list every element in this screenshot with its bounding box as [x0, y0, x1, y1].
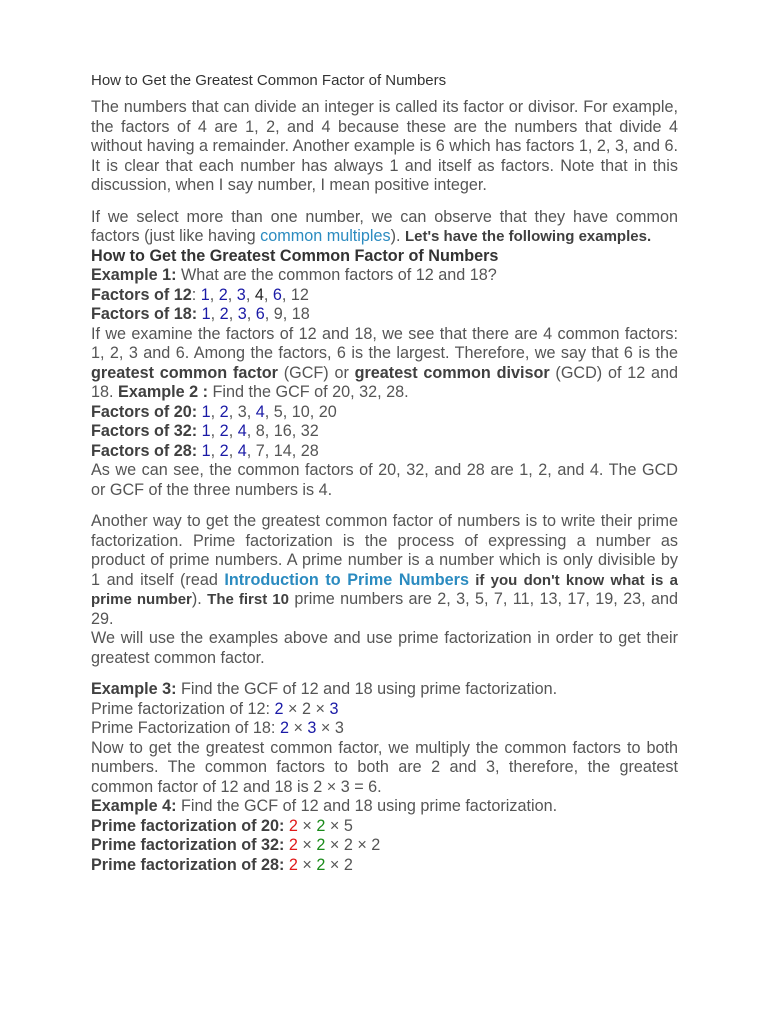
prime-factorization-20: Prime factorization of 20: 2 × 2 × 5: [91, 816, 353, 835]
factors-of-18: Factors of 18: 1, 2, 3, 6, 9, 18: [91, 305, 310, 323]
gcf-explanation-paragraph: If we examine the factors of 12 and 18, we see that there are 4 common factors: 1, 2, 3 and 6. Among the factors, 6 is the largest. Therefore, we say that 6 is the greatest common factor (GCF) or greatest common divisor (GCD) of 12 and 18. Example 2 : Find the GCF of 20, 32, 28.: [91, 324, 678, 401]
document-title: How to Get the Greatest Common Factor of Numbers: [91, 72, 447, 89]
article: [91, 71, 678, 875]
common-factors-conclusion: As we can see, the common factors of 20, 32, and 28 are 1, 2, and 4. The GCD or GCF of the three numbers is 4.: [91, 461, 678, 499]
factors-of-28: Factors of 28: 1, 2, 4, 7, 14, 28: [91, 441, 319, 460]
factors-of-20: Factors of 20: 1, 2, 3, 4, 5, 10, 20: [91, 402, 337, 421]
example-2-label: Example 2 :: [118, 383, 208, 401]
section-heading: How to Get the Greatest Common Factor of Numbers: [91, 246, 499, 265]
intro-prime-numbers-link[interactable]: Introduction to Prime Numbers: [224, 570, 469, 589]
example-4: Example 4: Find the GCF of 12 and 18 using prime factorization.: [91, 797, 558, 815]
prime-factorization-12: Prime factorization of 12: 2 × 2 × 3: [91, 699, 339, 718]
prime-factorization-18: Prime Factorization of 18: 2 × 3 × 3: [91, 719, 344, 737]
common-multiples-link[interactable]: common multiples: [260, 227, 391, 245]
prime-factorization-28: Prime factorization of 28: 2 × 2 × 2: [91, 855, 353, 874]
gcf-product-paragraph: Now to get the greatest common factor, we multiply the common factors to both numbers. The common factors to both are 2 and 3, therefore, the greatest common factor of 12 and 18 is 2 × 3 = 6.: [91, 738, 678, 796]
prime-factorization-paragraph: Another way to get the greatest common factor of numbers is to write their prime factorization. Prime factorization is the process of expressing a number as product of prime numbers. A prime number is a number which is only divisible by 1 and itself (read Introduction to Prime Numbers if you don't know what is a prime number). The first 10 prime numbers are 2, 3, 5, 7, 11, 13, 17, 19, 23, and 29.: [91, 512, 678, 628]
prime-factorization-32: Prime factorization of 32: 2 × 2 × 2 × 2: [91, 836, 381, 854]
method-paragraph: We will use the examples above and use prime factorization in order to get their greatest common factor.: [91, 629, 678, 667]
examples-intro-paragraph: If we select more than one number, we can observe that they have common factors (just like having common multiples). Let's have the following examples.: [91, 207, 678, 245]
factors-of-32: Factors of 32: 1, 2, 4, 8, 16, 32: [91, 422, 319, 440]
factors-of-12: Factors of 12: 1, 2, 3, 4, 6, 12: [91, 285, 309, 304]
example-1: Example 1: What are the common factors of 12 and 18?: [91, 266, 497, 284]
example-3: Example 3: Find the GCF of 12 and 18 using prime factorization.: [91, 680, 558, 698]
intro-paragraph: The numbers that can divide an integer is called its factor or divisor. For example, the factors of 4 are 1, 2, and 4 because these are the numbers that divide 4 without having a remainder. Another example is 6 which has factors 1, 2, 3, and 6. It is clear that each number has always 1 and itself as factors. Note that in this discussion, when I say number, I mean positive integer.: [91, 98, 678, 194]
